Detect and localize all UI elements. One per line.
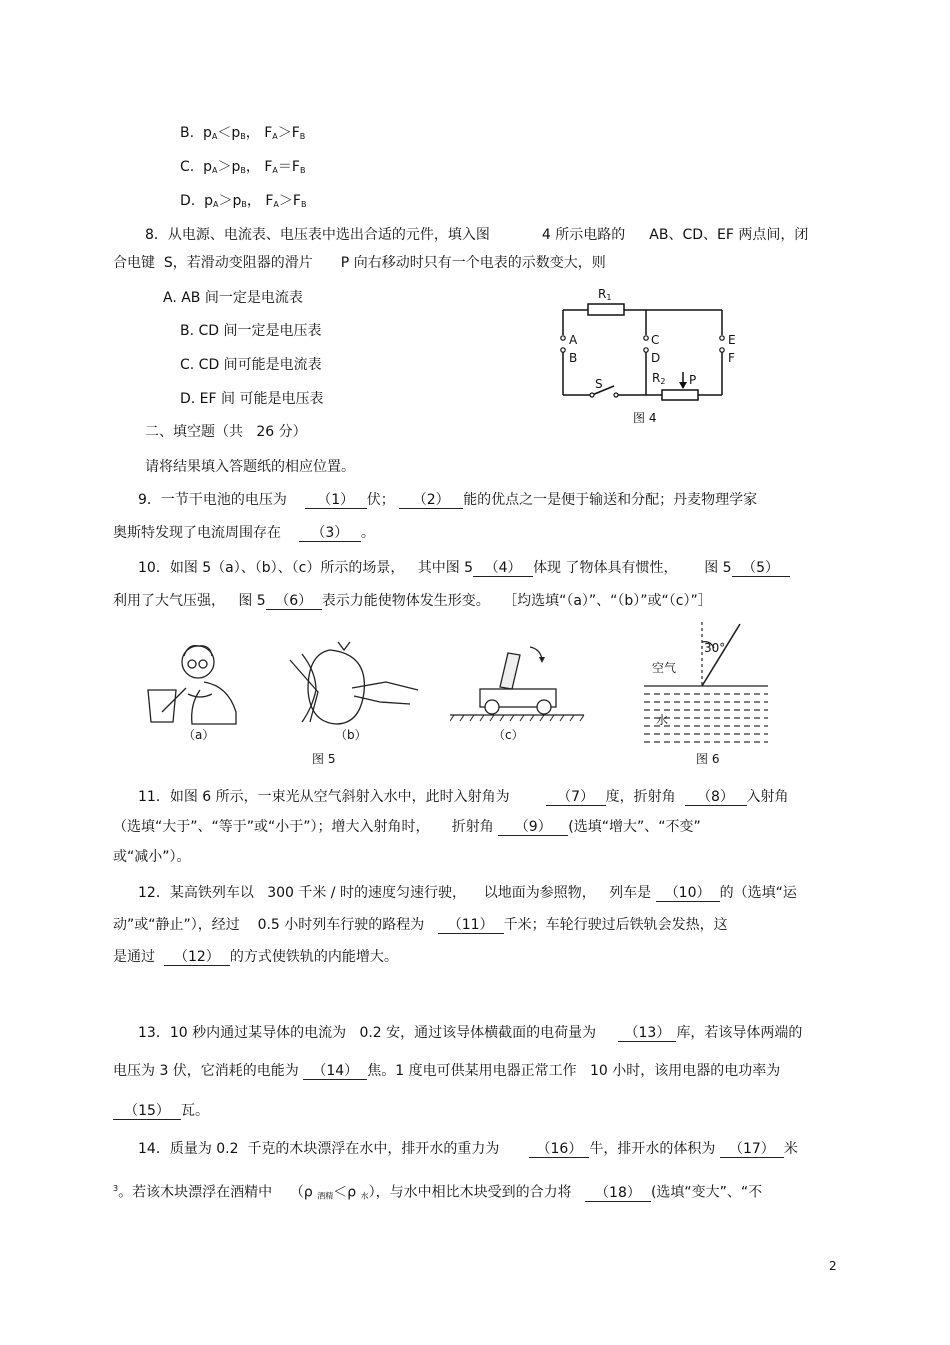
q8-option-b: B. CD 间一定是电压表	[180, 323, 322, 339]
q13-line3: （15） 瓦。	[113, 1102, 209, 1120]
svg-text:R2: R2	[652, 371, 666, 386]
svg-text:S: S	[595, 377, 603, 391]
option-b: B. $p_A<p_B$， $F_A>F_B$	[180, 125, 306, 141]
page-number: 2	[829, 1259, 837, 1273]
blank-17: （17）	[720, 1141, 784, 1158]
section-instruction: 请将结果填入答题纸的相应位置。	[145, 459, 355, 475]
blank-12: （12）	[164, 949, 230, 966]
fig5-caption: 图 5	[312, 752, 336, 766]
blank-14: （14）	[303, 1063, 367, 1080]
svg-text:P: P	[689, 373, 697, 387]
q13-line1: 13．10 秒内通过某导体的电流为 0.2 安，通过该导体横截面的电荷量为 （13） 库，若该导体两端的	[138, 1025, 803, 1041]
blank-8: （8）	[685, 789, 747, 806]
blank-10: （10）	[656, 885, 720, 902]
q13-line2: 电压为 3 伏，它消耗的电能为 （14） 焦。1 度电可供某用电器正常工作 10 小时，该用电器的电功率为	[113, 1063, 781, 1079]
figure-5c-cart	[450, 635, 590, 725]
figure-6-refraction	[640, 618, 775, 748]
q12-line3: 是通过 （12） 的方式使铁轨的内能增大。	[113, 949, 398, 965]
q11-line2: （选填“大于”、“等于”或“小于”）；增大入射角时， 折射角 （9） (选填“增大”、“不变”	[113, 819, 701, 835]
blank-18: （18）	[585, 1185, 651, 1202]
blank-15: （15）	[113, 1103, 181, 1120]
blank-4: （4）	[473, 560, 533, 577]
svg-text:图 4: 图 4	[633, 411, 657, 425]
svg-text:B: B	[569, 351, 578, 365]
q10-line1: 10．如图 5（a）、（b）、（c）所示的场景， 其中图 5 （4） 体现 了物体具有惯性， 图 5 （5）	[138, 559, 790, 577]
q8-option-d: D. EF 间 可能是电压表	[180, 391, 324, 407]
svg-text:A: A	[569, 333, 578, 347]
q11-line1: 11．如图 6 所示，一束光从空气斜射入水中，此时入射角为 （7） 度，折射角 （8） 入射角	[138, 789, 789, 805]
fig6-caption: 图 6	[696, 752, 720, 766]
svg-text:30°: 30°	[704, 641, 726, 655]
section-title: 二、填空题（共 26 分）	[145, 424, 307, 440]
fig5-caption-b: （b）	[335, 728, 367, 742]
q8-option-a: A. AB 间一定是电流表	[163, 290, 303, 306]
svg-text:空气: 空气	[652, 661, 677, 675]
option-d: D. $p_A>p_B$， $F_A>F_B$	[180, 193, 307, 209]
blank-7: （7）	[546, 789, 606, 806]
q8-option-c: C. CD 间可能是电流表	[180, 357, 322, 373]
blank-1: （1）	[305, 492, 367, 509]
svg-text:E: E	[728, 333, 736, 347]
blank-13: （13）	[618, 1025, 676, 1042]
q8-line1: 8．从电源、电流表、电压表中选出合适的元件，填入图 4 所示电路的 AB、CD、EF 两点间，闭	[145, 227, 809, 243]
q9-line1: 9．一节干电池的电压为 （1） 伏； （2） 能的优点之一是便于输送和分配；丹麦物理学家	[138, 492, 758, 508]
blank-3: （3）	[299, 525, 361, 542]
q12-line1: 12．某高铁列车以 300 千米 / 时的速度匀速行驶， 以地面为参照物， 列车是 （10） 的（选填“运	[138, 885, 797, 901]
blank-6: （6）	[266, 593, 322, 610]
blank-16: （16）	[529, 1141, 589, 1158]
q14-line2: $^3$。若该木块漂浮在酒精中 （ρ $_{酒精}$＜ρ $_水$），与水中相比木块受到的合力将 （18） (选填“变大”、“不	[113, 1184, 763, 1201]
resistor-r1	[588, 304, 624, 315]
fig5-caption-c: （c）	[493, 728, 524, 742]
svg-text:F: F	[728, 351, 735, 365]
q14-line1: 14．质量为 0.2 千克的木块漂浮在水中，排开水的重力为 （16） 牛，排开水的体积为 （17） 米	[138, 1141, 798, 1157]
q12-line2: 动”或“静止”），经过 0.5 小时列车行驶的路程为 （11） 千米；车轮行驶过后铁轨会发热，这	[113, 917, 728, 933]
resistor-r2	[662, 390, 698, 400]
svg-text:D: D	[651, 351, 661, 365]
figure-4-circuit	[550, 282, 750, 432]
svg-text:水: 水	[656, 713, 669, 727]
q10-line2: 利用了大气压强， 图 5 （6） 表示力能使物体发生形变。 ［均选填“（a）”、“（b）”或“（c）”］	[113, 593, 712, 609]
option-c: C. $p_A>p_B$， $F_A=F_B$	[180, 159, 306, 175]
blank-9: （9）	[498, 819, 568, 836]
blank-11: （11）	[438, 917, 504, 934]
svg-text:C: C	[651, 333, 660, 347]
fig5-caption-a: （a）	[183, 728, 215, 742]
q11-line3: 或“减小”）。	[113, 849, 191, 865]
svg-text:R1: R1	[598, 287, 612, 302]
blank-5: （5）	[732, 560, 790, 577]
q9-line2: 奥斯特发现了电流周围存在 （3） 。	[113, 525, 375, 541]
blank-2: （2）	[399, 492, 463, 509]
q8-line2: 合电键 S，若滑动变阻器的滑片 P 向右移动时只有一个电表的示数变大，则	[113, 255, 606, 271]
